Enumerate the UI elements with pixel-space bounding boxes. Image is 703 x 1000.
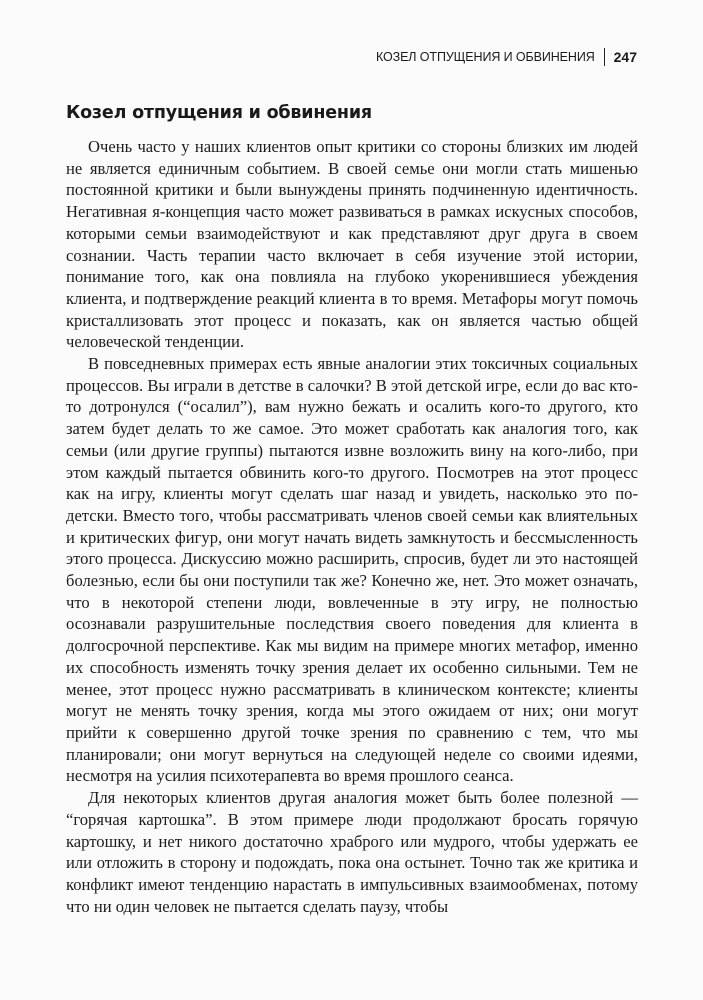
paragraph: Для некоторых клиентов другая аналогия может быть более полезной — “горячая картошка”. В этом примере люди продолжают бросать горячую картошку, и нет никого достаточно храброго или мудрого, чтобы удержать ее или отложить в сторону и подождать, пока она остынет. Точно так же критика и конфликт имеют тенденцию нарастать в импульсивных взаимообменах, потому что ни один человек не пытается сделать паузу, чтобы xyxy=(66,788,638,916)
paragraph: В повседневных примерах есть явные аналогии этих токсичных социальных процессов. Вы играли в детстве в салочки? В этой детской игре, если до вас кто-то дотронулся (“осалил”), вам нужно бежать и осалить кого-то другого, кто затем будет делать то же самое. Это может сработать как аналогия того, как семьи (или другие группы) пытаются извне возложить вину на кого-либо, при этом каждый пытается обвинить кого-то другого. Посмотрев на этот процесс как на игру, клиенты могут сделать шаг назад и увидеть, насколько это по-детски. Вместо того, чтобы рассматривать членов своей семьи как влиятельных и критических фигур, они могут начать видеть замкнутость и бессмысленность этого процесса. Дискуссию можно расширить, спросив, будет ли это настоящей болезнью, если бы они поступили так же? Конечно же, нет. Это может означать, что в некоторой степени люди, вовлеченные в эту игру, не полностью осознавали разрушительные последствия своего поведения для клиента в долгосрочной перспективе. Как мы видим на примере многих метафор, именно их способность изменять точку зрения делает их особенно сильными. Тем не менее, этот процесс нужно рассматривать в клиническом контексте; клиенты могут не менять точку зрения, когда мы этого ожидаем от них; они могут прийти к совершенно другой точке зрения по сравнению с тем, что мы планировали; они могут вернуться на следующей неделе со своими идеями, несмотря на усилия психотерапевта во время прошлого сеанса. xyxy=(66,354,638,786)
running-header xyxy=(376,48,637,66)
paragraph: Очень часто у наших клиентов опыт критики со стороны близких им людей не является единичным событием. В своей семье они могли стать мишенью постоянной критики и были вынуждены принять подчиненную идентичность. Негативная я-концепция часто может развиваться в рамках искусных способов, которыми семьи взаимодействуют и как представляют друг друга в своем сознании. Часть терапии часто включает в себя изучение этой истории, понимание того, как она повлияла на глубоко укоренившиеся убеждения клиента, и подтверждение реакций клиента в то время. Метафоры могут помочь кристаллизовать этот процесс и показать, как он является частью общей человеческой тенденции. xyxy=(66,137,638,352)
section-title: Козел отпущения и обвинения xyxy=(66,103,372,123)
page-number: 247 xyxy=(613,49,637,65)
running-title: КОЗЕЛ ОТПУЩЕНИЯ И ОБВИНЕНИЯ xyxy=(375,50,595,64)
body-text xyxy=(66,136,638,917)
header-divider xyxy=(604,48,605,66)
